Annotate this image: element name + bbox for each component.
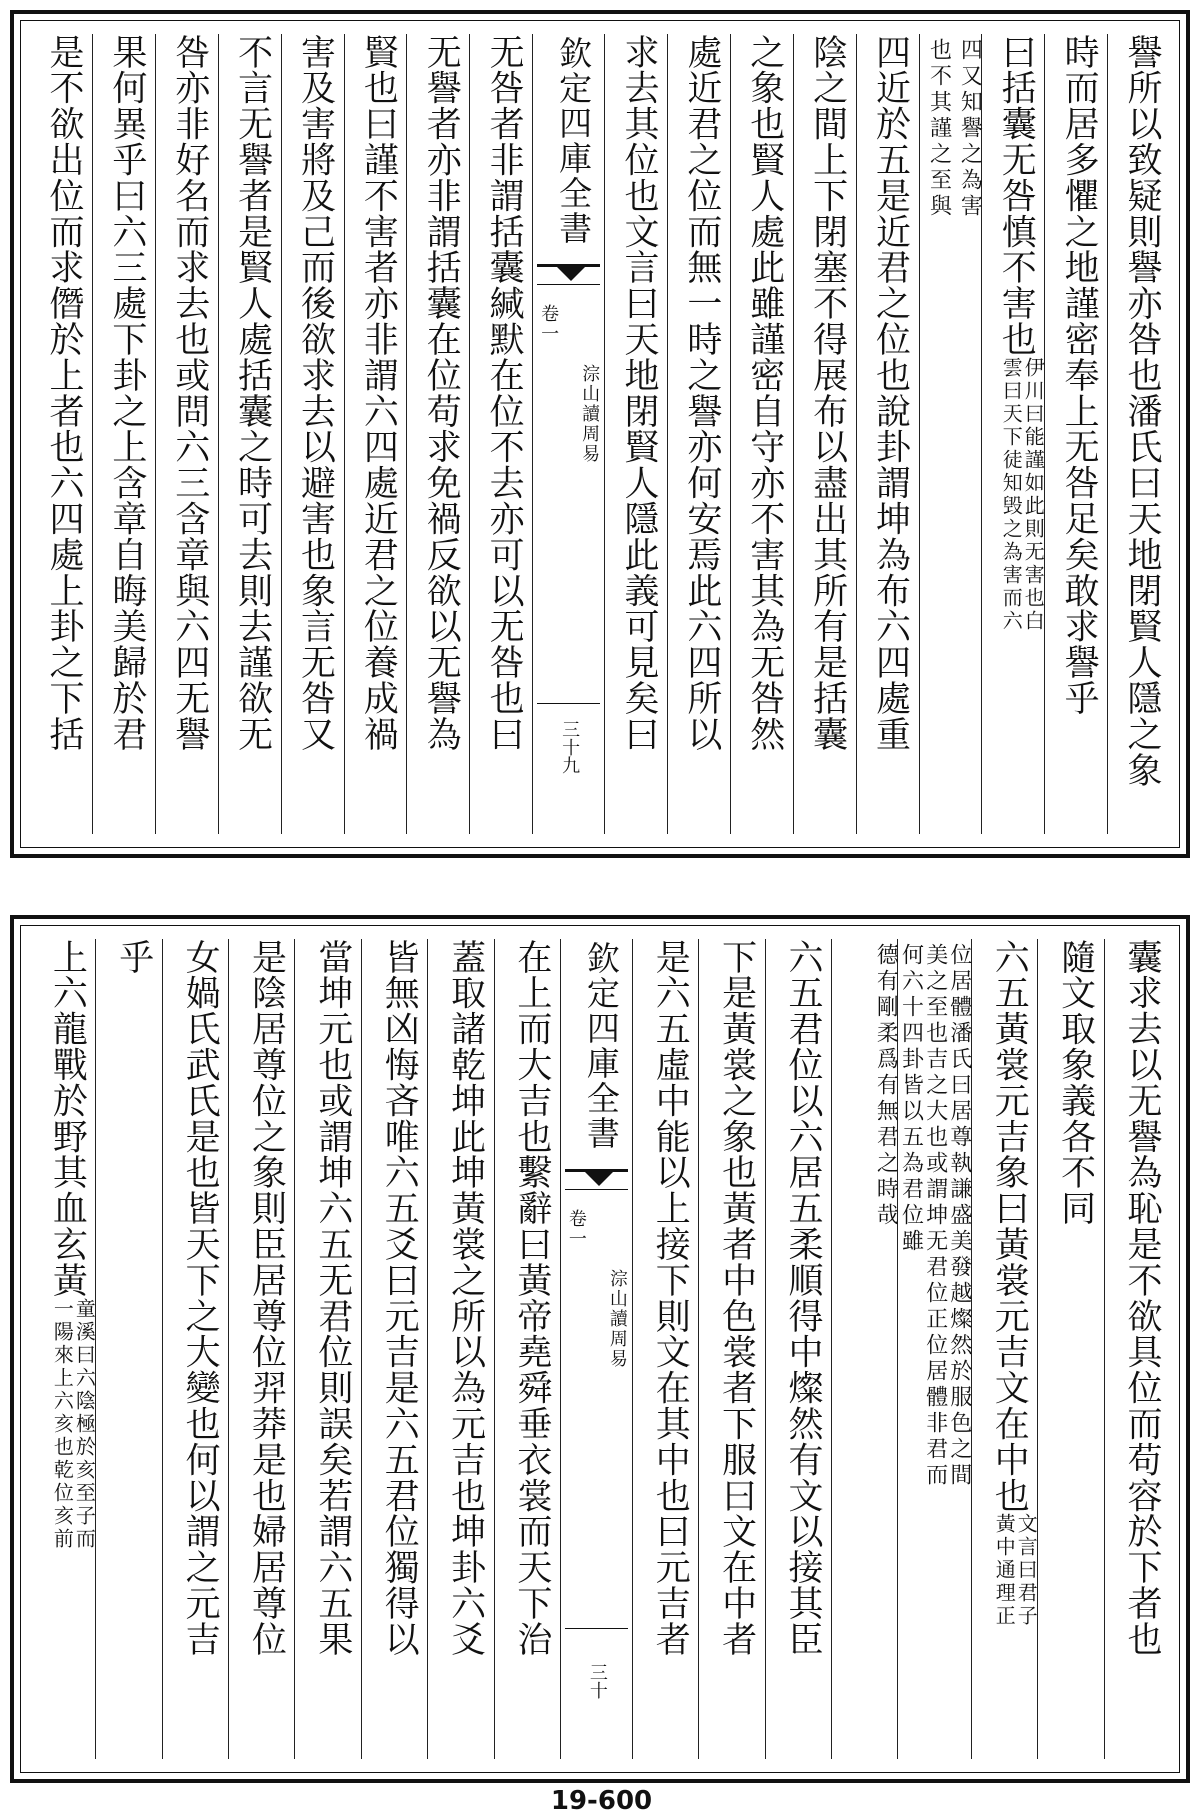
banner-volume: 卷一 xyxy=(538,304,560,344)
banner-source: 淙山讀周易 xyxy=(579,364,601,464)
banner-rule xyxy=(537,703,600,704)
text-column xyxy=(730,34,793,834)
fish-tail-mark xyxy=(537,264,600,291)
column-text: 乎 xyxy=(113,939,154,975)
text-column xyxy=(30,939,95,1759)
column-text: 賢也曰謹不害者亦非謂六四處近君之位養成禍 xyxy=(358,34,399,752)
text-column xyxy=(831,939,897,1759)
columns-top xyxy=(30,34,1170,834)
annotation-text: 何六十四卦皆以五為君位雖 xyxy=(898,943,924,1255)
column-text: 果何異乎曰六三處下卦之上含章自晦美歸於君 xyxy=(106,34,147,752)
banner-rule xyxy=(537,284,600,285)
banner-folio: 三十九 xyxy=(559,720,581,774)
annotation-text: 四又知譽之為害 xyxy=(957,38,983,220)
column-text: 是不欲出位而求僭於上者也六四處上卦之下括 xyxy=(44,34,84,752)
text-column xyxy=(765,939,831,1759)
column-text: 咎亦非好名而求去也或問六三含章與六四无譽 xyxy=(169,34,210,752)
annotation-text: 文言曰君子 xyxy=(1014,1513,1039,1629)
annotation-text: 也不其謹之至與 xyxy=(926,38,952,220)
text-column xyxy=(1104,939,1170,1759)
text-column xyxy=(92,34,155,834)
text-column xyxy=(469,34,532,834)
column-text: 四近於五是近君之位也說卦謂坤為布六四處重 xyxy=(870,34,911,752)
text-column xyxy=(427,939,493,1759)
text-column xyxy=(897,939,971,1759)
text-column xyxy=(281,34,344,834)
text-column xyxy=(856,34,919,834)
column-text: 曰括囊无咎慎不害也 xyxy=(996,34,1037,358)
annotation-text: 美之至也吉之大也或謂坤无君位正位居體非君而 xyxy=(922,943,948,1489)
fish-tail-mark xyxy=(565,1169,628,1196)
text-column xyxy=(604,34,667,834)
annotation-text: 位居體潘氏曰居尊執謙盛美發越燦然於服色之間 xyxy=(946,943,972,1489)
text-column xyxy=(667,34,730,834)
text-column xyxy=(361,939,427,1759)
text-column xyxy=(406,34,469,834)
text-column xyxy=(919,34,982,834)
column-text: 陰之間上下閉塞不得展布以盡出其所有是括囊 xyxy=(807,34,848,752)
inline-annotation xyxy=(1000,357,1044,633)
column-text: 隨文取象義各不同 xyxy=(1055,939,1096,1227)
column-text: 譽所以致疑則譽亦咎也潘氏曰天地閉賢人隱之象 xyxy=(1122,34,1162,788)
page-top xyxy=(10,10,1190,858)
column-text: 六五君位以六居五柔順得中燦然有文以接其臣 xyxy=(783,939,823,1657)
annotation-text: 一陽來上六亥也乾位亥前 xyxy=(50,1298,75,1551)
banner-title: 欽定四庫全書 xyxy=(554,36,594,246)
column-text: 六五黃裳元吉象曰黃裳元吉文在中也 xyxy=(989,939,1030,1514)
annotation-text: 雲曰天下徒知毁之為害而六 xyxy=(999,357,1024,634)
text-column xyxy=(155,34,218,834)
column-text: 皆無凶悔吝唯六五爻曰元吉是六五君位獨得以 xyxy=(379,939,420,1657)
annotation-text: 德有剛柔爲有無君之時哉 xyxy=(873,943,899,1229)
column-text: 无咎者非謂括囊緘默在位不去亦可以无咎也曰 xyxy=(484,34,525,752)
annotation-text: 童溪曰六陰極於亥至子而 xyxy=(72,1298,97,1551)
column-text: 時而居多懼之地謹密奉上无咎足矣敢求譽乎 xyxy=(1059,34,1100,717)
text-column xyxy=(698,939,764,1759)
text-column xyxy=(294,939,360,1759)
column-text: 在上而大吉也繫辭曰黃帝堯舜垂衣裳而天下治 xyxy=(511,939,552,1657)
column-text: 害及害將及己而後欲求去以避害也象言无咎又 xyxy=(295,34,336,752)
banner-title: 欽定四庫全書 xyxy=(581,941,621,1151)
text-column xyxy=(1044,34,1107,834)
column-text: 下是黃裳之象也黃者中色裳者下服曰文在中者 xyxy=(716,939,757,1657)
column-text: 當坤元也或謂坤六五无君位則誤矣若謂六五果 xyxy=(312,939,353,1657)
text-column xyxy=(971,939,1037,1759)
column-text: 處近君之位而無一時之譽亦何安焉此六四所以 xyxy=(681,34,722,752)
text-column xyxy=(632,939,698,1759)
column-text: 求去其位也文言曰天地閉賢人隱此義可見矣曰 xyxy=(619,34,659,752)
column-text: 囊求去以无譽為恥是不欲具位而苟容於下者也 xyxy=(1122,939,1162,1657)
text-column xyxy=(344,34,407,834)
column-text: 上六龍戰於野其血玄黃 xyxy=(47,939,88,1298)
column-text: 蓋取諸乾坤此坤黃裳之所以為元吉也坤卦六爻 xyxy=(445,939,486,1657)
text-column xyxy=(1037,939,1103,1759)
text-column xyxy=(494,939,560,1759)
banner-source: 淙山讀周易 xyxy=(606,1269,628,1369)
inline-annotation xyxy=(51,1298,95,1551)
banner-volume: 卷一 xyxy=(565,1209,587,1249)
banner-folio: 三十 xyxy=(586,1663,608,1699)
page-number: 19-600 xyxy=(550,1786,653,1816)
annotation-text: 伊川曰能謹如此則无害也白 xyxy=(1021,357,1046,634)
center-banner xyxy=(560,939,632,1759)
text-column xyxy=(30,34,92,834)
text-column xyxy=(981,34,1044,834)
inline-annotation xyxy=(993,1513,1037,1628)
column-text: 无譽者亦非謂括囊在位苟求免禍反欲以无譽為 xyxy=(421,34,462,752)
annotation-text: 黃中通理正 xyxy=(992,1513,1017,1629)
text-column xyxy=(95,939,161,1759)
column-text: 之象也賢人處此雖謹密自守亦不害其為无咎然 xyxy=(744,34,785,752)
text-column xyxy=(793,34,856,834)
column-text: 是六五虛中能以上接下則文在其中也曰元吉者 xyxy=(650,939,691,1657)
text-column xyxy=(1107,34,1170,834)
center-banner xyxy=(532,34,604,834)
column-text: 不言无譽者是賢人處括囊之時可去則去謹欲无 xyxy=(232,34,273,752)
column-text: 女媧氏武氏是也皆天下之大變也何以謂之元吉 xyxy=(180,939,221,1657)
text-column xyxy=(162,939,228,1759)
page-bottom xyxy=(10,915,1190,1783)
columns-bottom xyxy=(30,939,1170,1759)
column-text: 是陰居尊位之象則臣居尊位羿莽是也婦居尊位 xyxy=(246,939,287,1657)
text-column xyxy=(228,939,294,1759)
banner-rule xyxy=(565,1189,628,1190)
text-column xyxy=(218,34,281,834)
banner-rule xyxy=(565,1628,628,1629)
